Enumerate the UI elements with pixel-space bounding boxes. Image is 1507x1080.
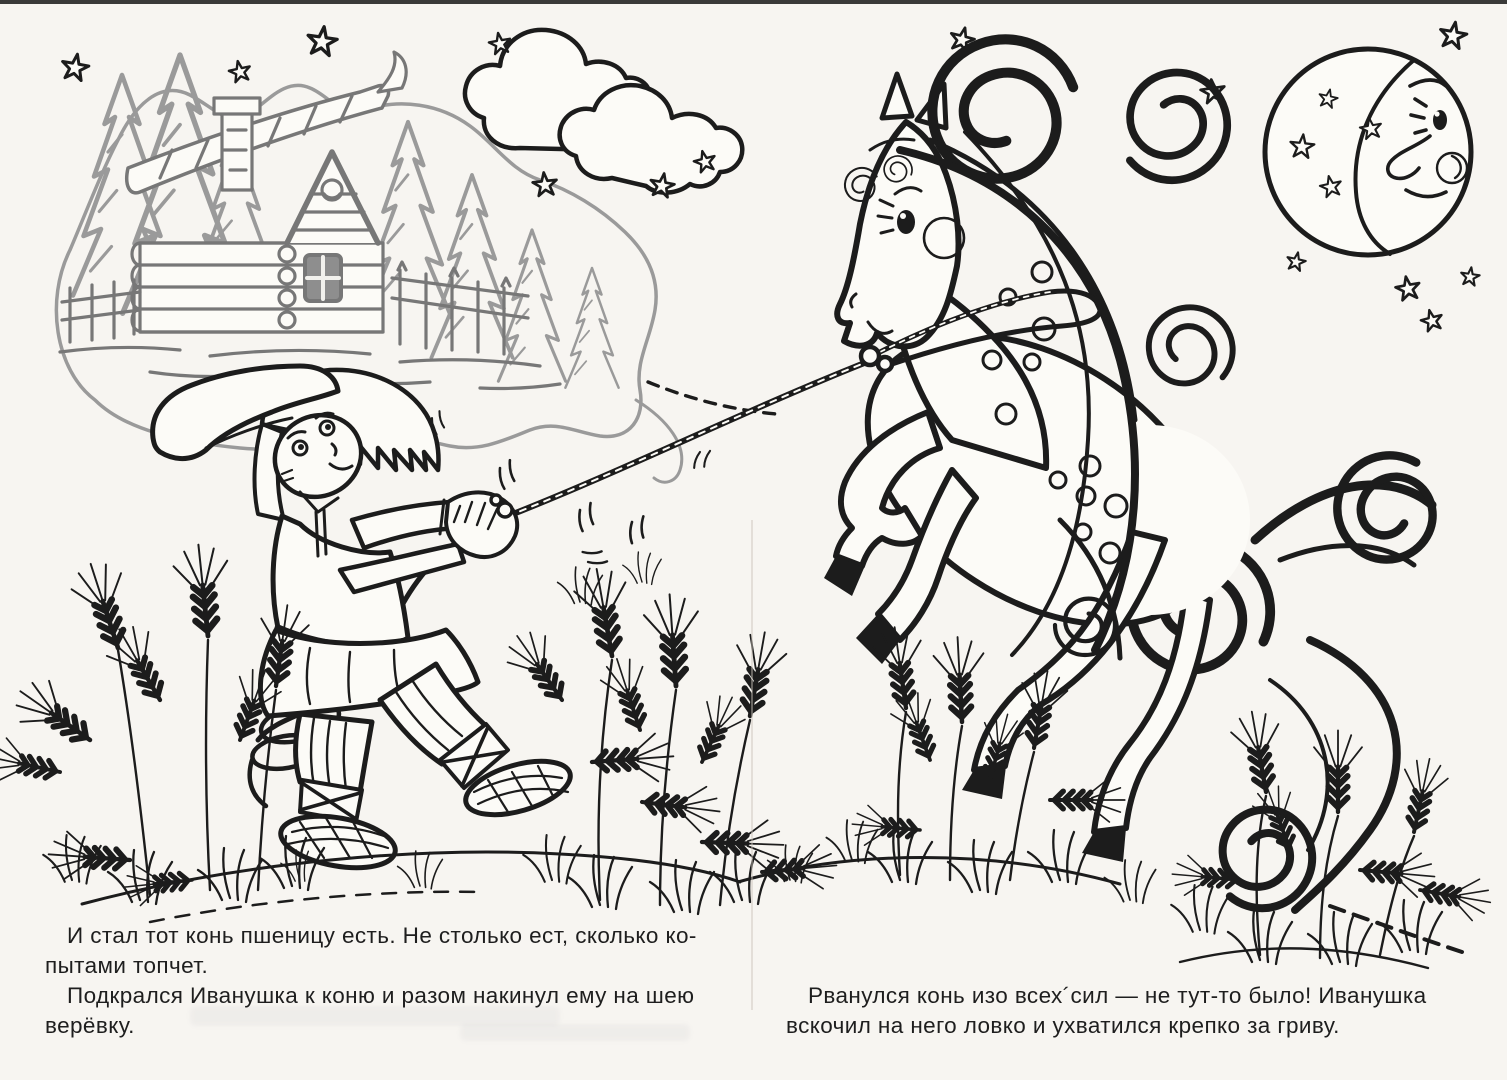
text-line: верёвку. [45, 1013, 135, 1038]
cabin-window [305, 255, 341, 301]
text-line: Подкрался Иванушка к коню и разом накинул ему на шею [67, 983, 695, 1008]
wheat-cluster [1171, 707, 1494, 966]
cabin-chimney [214, 98, 260, 190]
star-icon [60, 52, 91, 82]
star-icon [1438, 20, 1469, 50]
star-icon [306, 25, 339, 57]
text-line: пытами топчет. [45, 953, 209, 978]
page-fold-line [751, 520, 753, 1010]
wheat-cluster [498, 552, 838, 914]
story-text-right [786, 981, 1427, 1041]
horse-ear [882, 74, 912, 118]
text-line: И стал тот конь пшеницу есть. Не столько ест, сколько ко- [67, 923, 697, 948]
star-icon [1419, 308, 1445, 333]
bast-shoe [277, 808, 400, 875]
star-icon [1285, 250, 1307, 271]
crescent-moon [1265, 49, 1471, 255]
text-line: Рванулся конь изо всех´сил — не тут-то было! Иванушка [808, 983, 1427, 1008]
story-text-left [45, 921, 697, 1041]
star-icon [1460, 266, 1481, 286]
rope-knot [878, 357, 892, 371]
star-icon [532, 171, 558, 196]
star-icon [1394, 275, 1422, 302]
star-icon [227, 59, 252, 83]
horse-rump [1050, 425, 1250, 615]
horse-hoof [1082, 828, 1126, 862]
text-line: вскочил на него ловко и ухватился крепко за гриву. [786, 1013, 1340, 1038]
